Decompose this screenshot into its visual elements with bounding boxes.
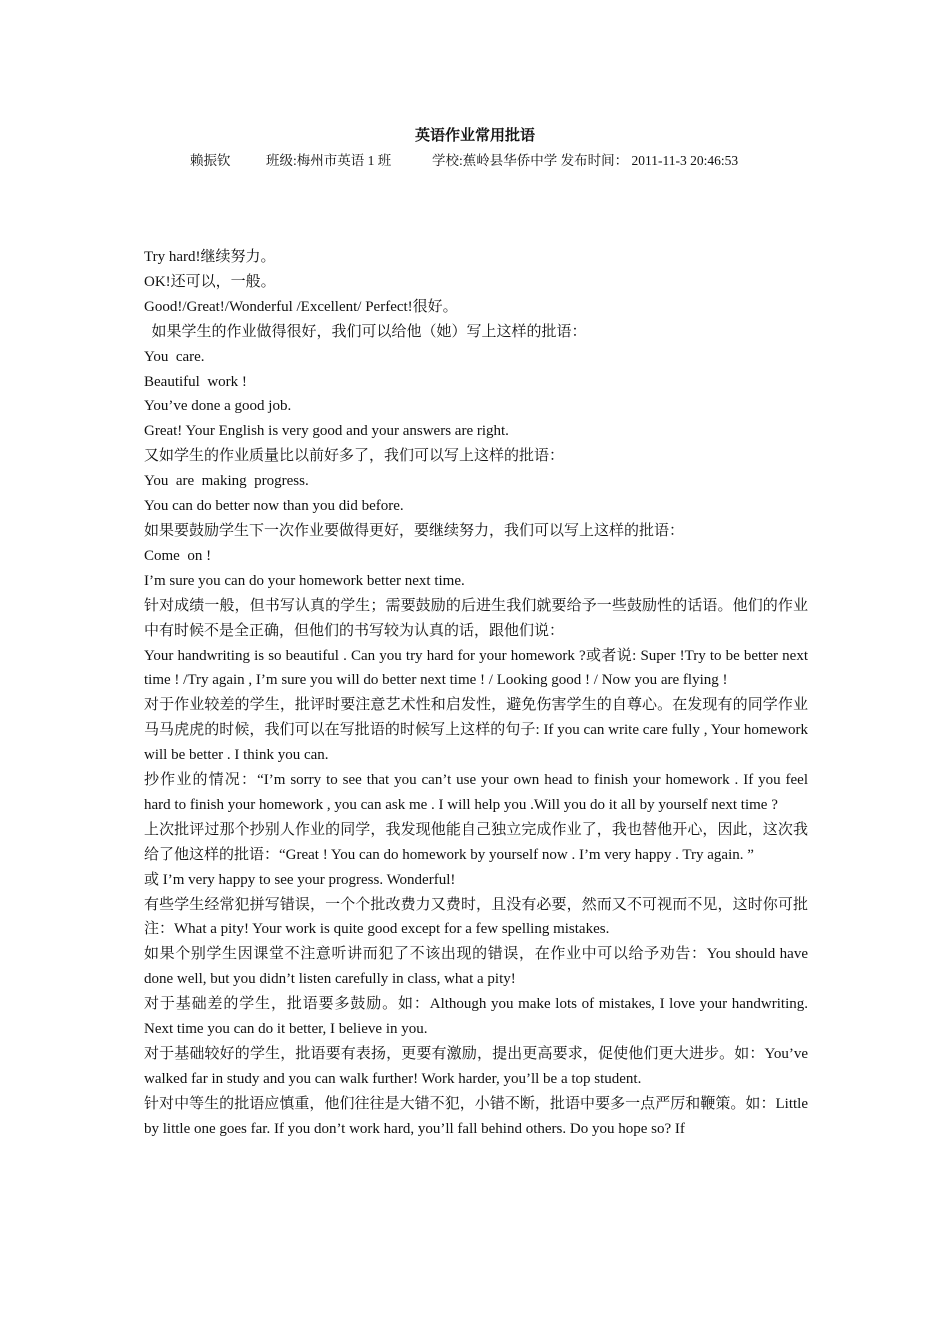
paragraph: 或 I’m very happy to see your progress. Wonderful! bbox=[144, 871, 456, 888]
document-body bbox=[144, 245, 808, 1142]
paragraph: Good!/Great!/Wonderful /Excellent/ Perfect!很好。 bbox=[144, 298, 458, 315]
paragraph: 如果要鼓励学生下一次作业要做得更好，要继续努力，我们可以写上这样的批语： bbox=[144, 522, 685, 539]
paragraph: Try hard!继续努力。 bbox=[144, 249, 276, 265]
paragraph: 有些学生经常犯拼写错误，一个个批改费力又费时，且没有必要，然而又不可视而不见，这时你可批注：What a pity! Your work is quite good except for a few spelling mistakes. bbox=[144, 896, 808, 938]
paragraph: 针对成绩一般，但书写认真的学生；需要鼓励的后进生我们就要给予一些鼓励性的话语。他们的作业中有时候不是全正确，但他们的书写较为认真的话，跟他们说： bbox=[144, 597, 808, 639]
paragraph: Beautiful work ! bbox=[144, 373, 247, 390]
paragraph: 针对中等生的批语应慎重，他们往往是大错不犯，小错不断，批语中要多一点严厉和鞭策。如：Little by little one goes far. If you don’t work hard, you’ll fall behind others. Do you hope so? If bbox=[144, 1095, 808, 1137]
paragraph: Great! Your English is very good and your answers are right. bbox=[144, 423, 509, 440]
paragraph: 对于基础差的学生，批语要多鼓励。如：Although you make lots of mistakes, I love your handwriting. Next time you can do it better, I believe in you. bbox=[144, 996, 808, 1038]
paragraph: 上次批评过那个抄别人作业的同学，我发现他能自己独立完成作业了，我也替他开心，因此，这次我给了他这样的批语：“Great ! You can do homework by yourself now . I’m very happy . Try again. ” bbox=[144, 821, 808, 863]
paragraph: 对于基础较好的学生，批语要有表扬，更要有激励，提出更高要求，促使他们更大进步。如：You’ve walked far in study and you can walk further! Work harder, you’ll be a top student. bbox=[144, 1046, 808, 1087]
paragraph: You are making progress. bbox=[144, 473, 309, 490]
paragraph: Your handwriting is so beautiful . Can you try hard for your homework ?或者说: Super !Try to be better next time ! /Try again , I’m sure you will do better next time ! / Looking good ! / Now you are flying ! bbox=[144, 647, 808, 689]
paragraph: 又如学生的作业质量比以前好多了，我们可以写上这样的批语： bbox=[144, 448, 565, 465]
paragraph: 抄作业的情况：“I’m sorry to see that you can’t use your own head to finish your homework . If you feel hard to finish your homework , you can ask me . I will help you .Will you do it all by yourself next time ? bbox=[144, 772, 808, 813]
document-meta bbox=[190, 152, 890, 170]
school-and-publish-time: 学校:蕉岭县华侨中学 发布时间： 2011-11-3 20:46:53 bbox=[432, 153, 739, 168]
paragraph: You’ve done a good job. bbox=[144, 398, 292, 415]
paragraph: OK!还可以，一般。 bbox=[144, 273, 276, 290]
paragraph: You care. bbox=[144, 348, 205, 365]
paragraph: Come on ! bbox=[144, 547, 212, 564]
paragraph: 如果学生的作业做得很好，我们可以给他（她）写上这样的批语： bbox=[144, 323, 587, 340]
paragraph: 如果个别学生因课堂不注意听讲而犯了不该出现的错误，在作业中可以给予劝告：You should have done well, but you didn’t listen carefully in class, what a pity! bbox=[144, 946, 808, 988]
paragraph: I’m sure you can do your homework better next time. bbox=[144, 572, 465, 589]
author-name: 赖振钦 bbox=[190, 153, 231, 168]
paragraph: You can do better now than you did before. bbox=[144, 498, 404, 515]
class-info: 班级:梅州市英语 1 班 bbox=[266, 153, 392, 168]
document-title: 英语作业常用批语 bbox=[414, 128, 535, 144]
paragraph: 对于作业较差的学生，批评时要注意艺术性和启发性，避免伤害学生的自尊心。在发现有的同学作业马马虎虎的时候，我们可以在写批语的时候写上这样的句子: If you can write care fully , Your homework will be better . I think you can. bbox=[144, 697, 808, 764]
